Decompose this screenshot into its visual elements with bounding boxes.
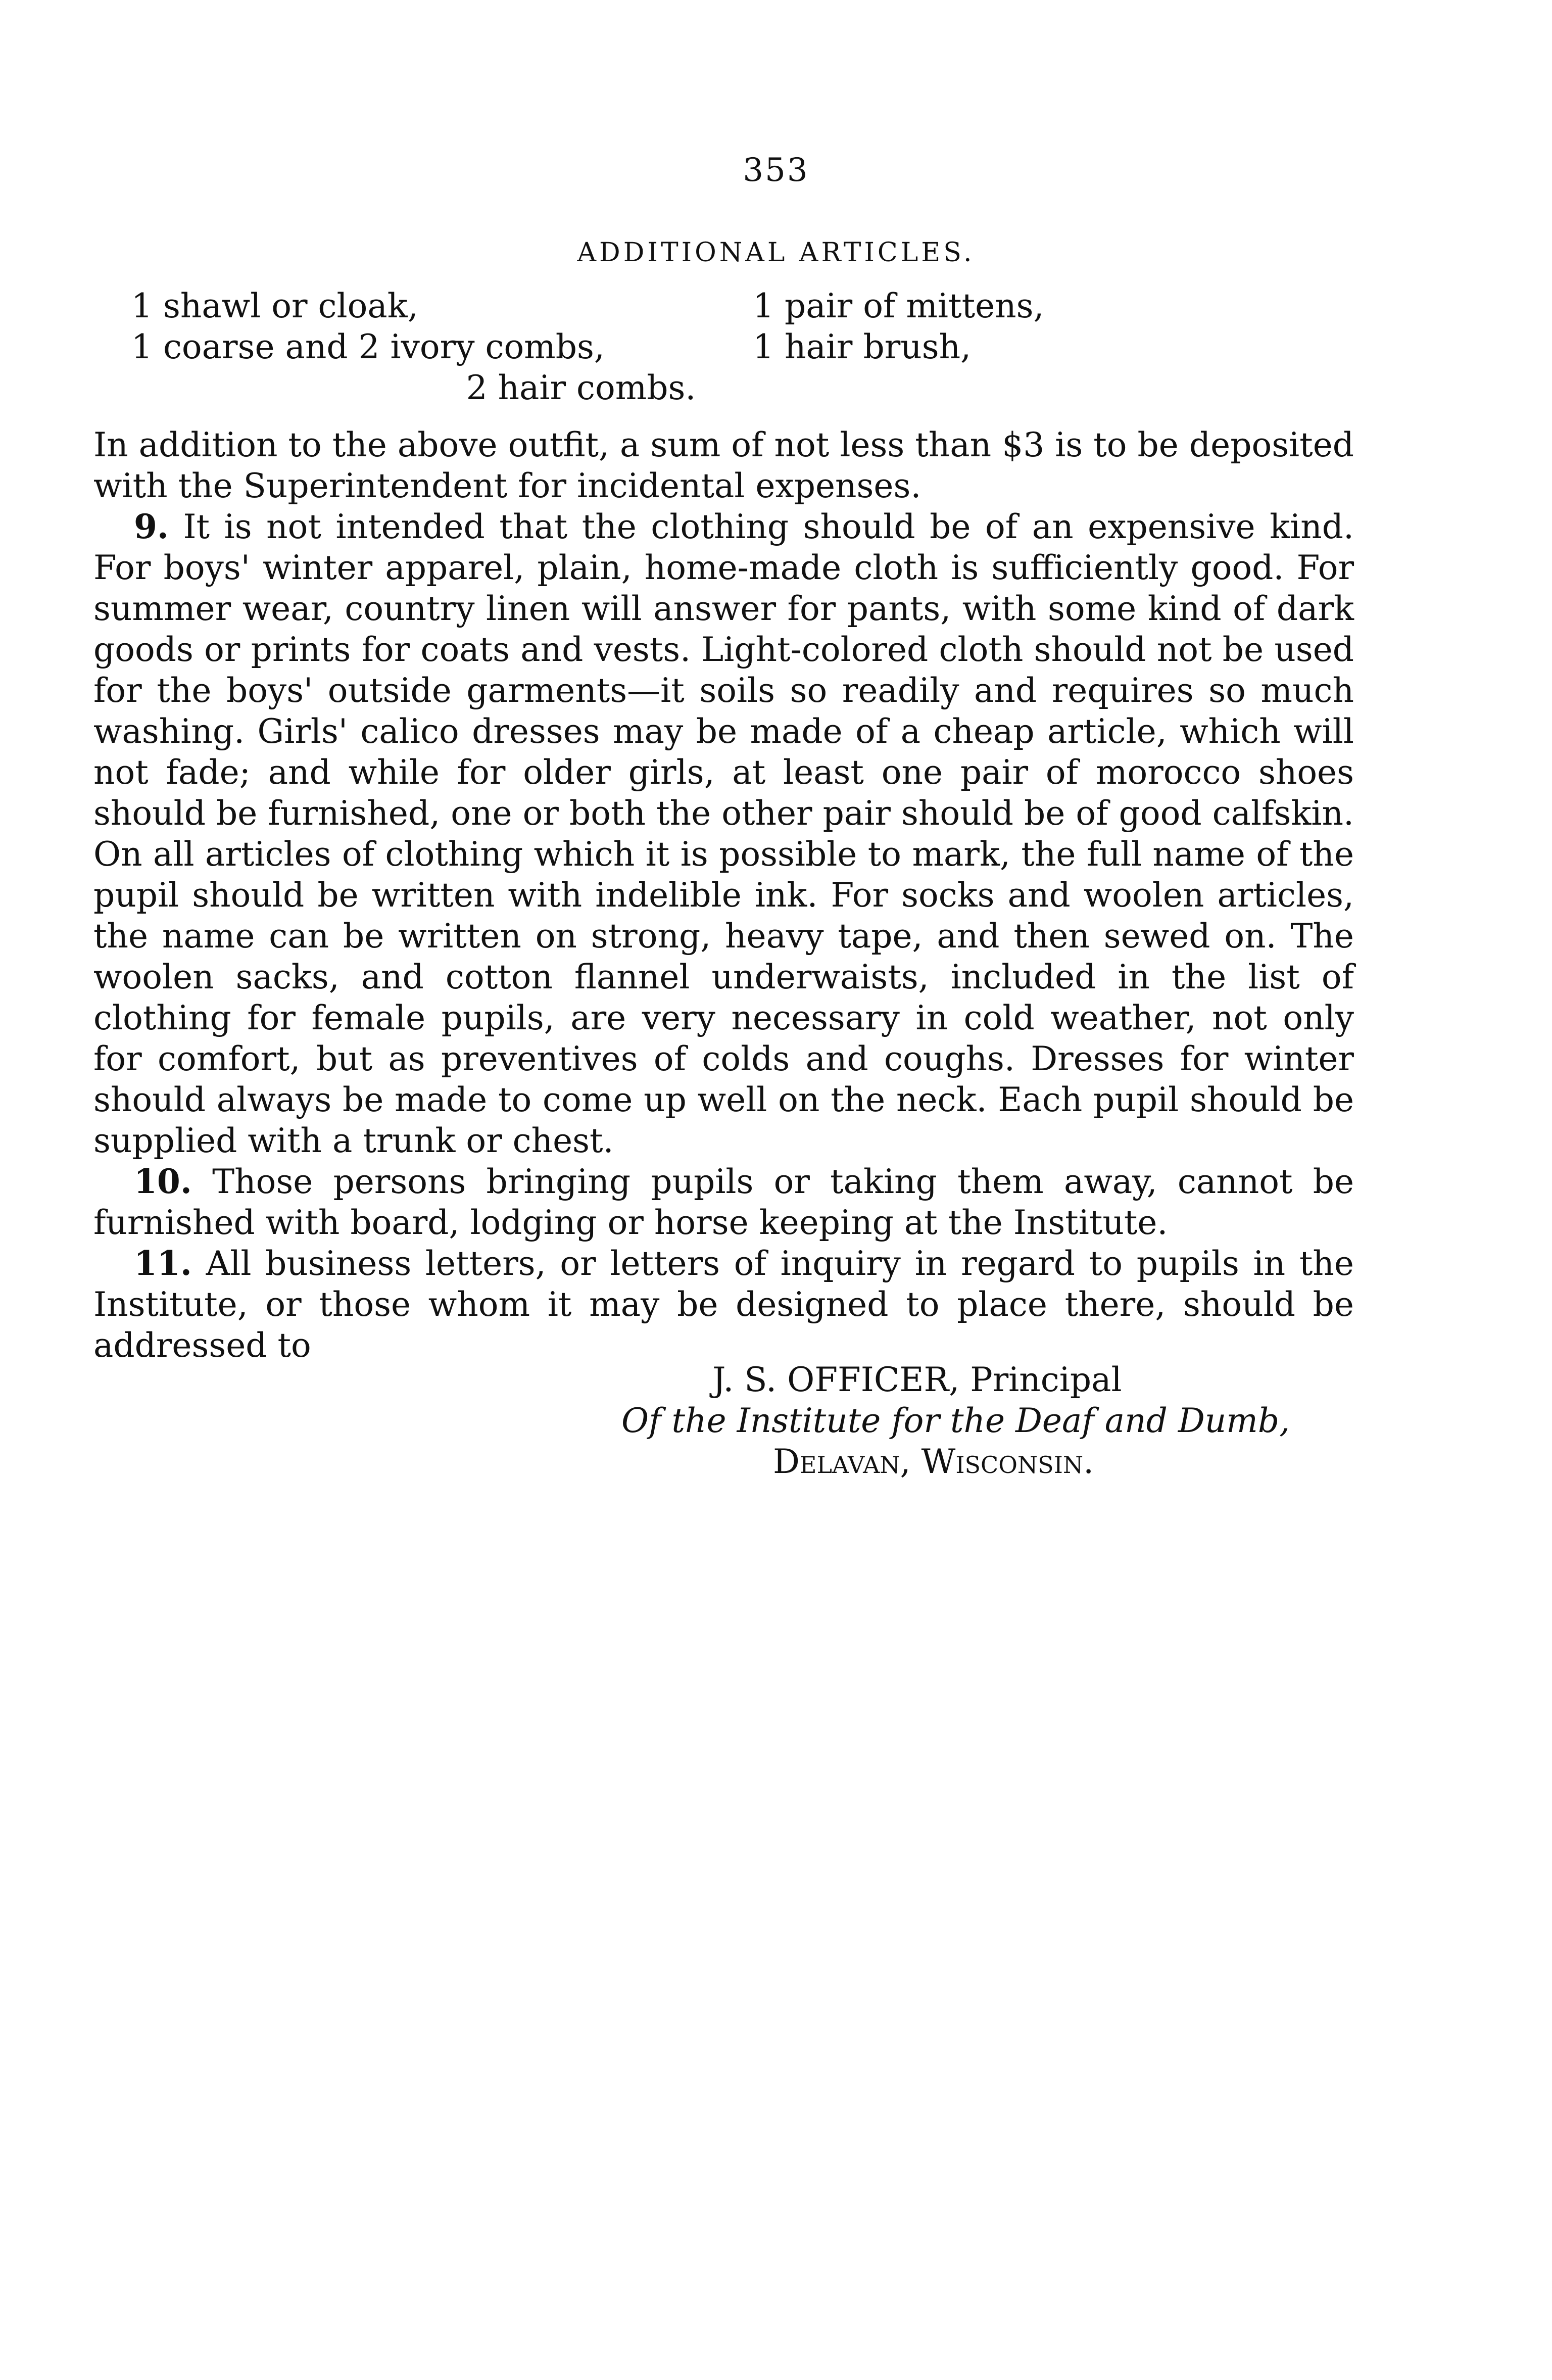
item-11-number: 11. — [134, 1244, 192, 1283]
article-item: 1 shawl or cloak, — [131, 287, 418, 325]
articles-row — [131, 326, 1344, 367]
item-10-paragraph — [93, 1161, 1354, 1243]
item-11-text: All business letters, or letters of inquiry in regard to pupils in the Institute, or those whom it may be designed to place there, should be addressed to — [93, 1244, 1354, 1365]
item-10-number: 10. — [134, 1162, 192, 1201]
signature-name: J. S. OFFICER, Principal — [712, 1360, 1122, 1399]
article-item: 1 hair brush, — [753, 327, 972, 366]
page-number: 353 — [743, 152, 809, 189]
section-heading: ADDITIONAL ARTICLES. — [577, 237, 975, 268]
articles-row — [131, 285, 1344, 326]
signature-location: Delavan, Wisconsin. — [773, 1442, 1094, 1481]
item-9-text: It is not intended that the clothing should be of an expensive kind. For boys' winter apparel, plain, home-made cloth is sufficiently good. For summer wear, country linen will answer for pants, with some kind of dark goods or prints for coats and vests. Light-colored cloth should not be used for the boys' outside garments—it soils so readily and requires so much washing. Girls' calico dresses may be made of a cheap article, which will not fade; and while for older girls, at least one pair of morocco shoes should be furnished, one or both the other pair should be of good calfskin. On all articles of clothing which it is possible to mark, the full name of the pupil should be written with indelible ink. For socks and woolen articles, the name can be written on strong, heavy tape, and then sewed on. The woolen sacks, and cotton flannel underwaists, included in the list of clothing for female pupils, are very necessary in cold weather, not only for comfort, but as preventives of colds and coughs. Dresses for winter should always be made to come up well on the neck. Each pupil should be supplied with a trunk or chest. — [93, 507, 1354, 1160]
articles-row — [131, 367, 1344, 408]
body-text — [93, 424, 1354, 1366]
signature-block — [581, 1359, 1339, 1482]
deposit-paragraph: In addition to the above outfit, a sum of not less than $3 is to be deposited with the Superintendent for incidental expenses. — [93, 425, 1354, 505]
signature-institution: Of the Institute for the Deaf and Dumb, — [621, 1401, 1290, 1440]
article-item: 1 pair of mittens, — [753, 287, 1044, 325]
item-11-paragraph — [93, 1243, 1354, 1366]
article-item: 2 hair combs. — [466, 368, 696, 407]
item-10-text: Those persons bringing pupils or taking them away, cannot be furnished with board, lodging or horse keeping at the Institute. — [93, 1162, 1354, 1242]
item-9-number: 9. — [134, 507, 169, 546]
additional-articles-list — [131, 285, 1344, 408]
item-9-paragraph — [93, 506, 1354, 1161]
article-item: 1 coarse and 2 ivory combs, — [131, 327, 605, 366]
